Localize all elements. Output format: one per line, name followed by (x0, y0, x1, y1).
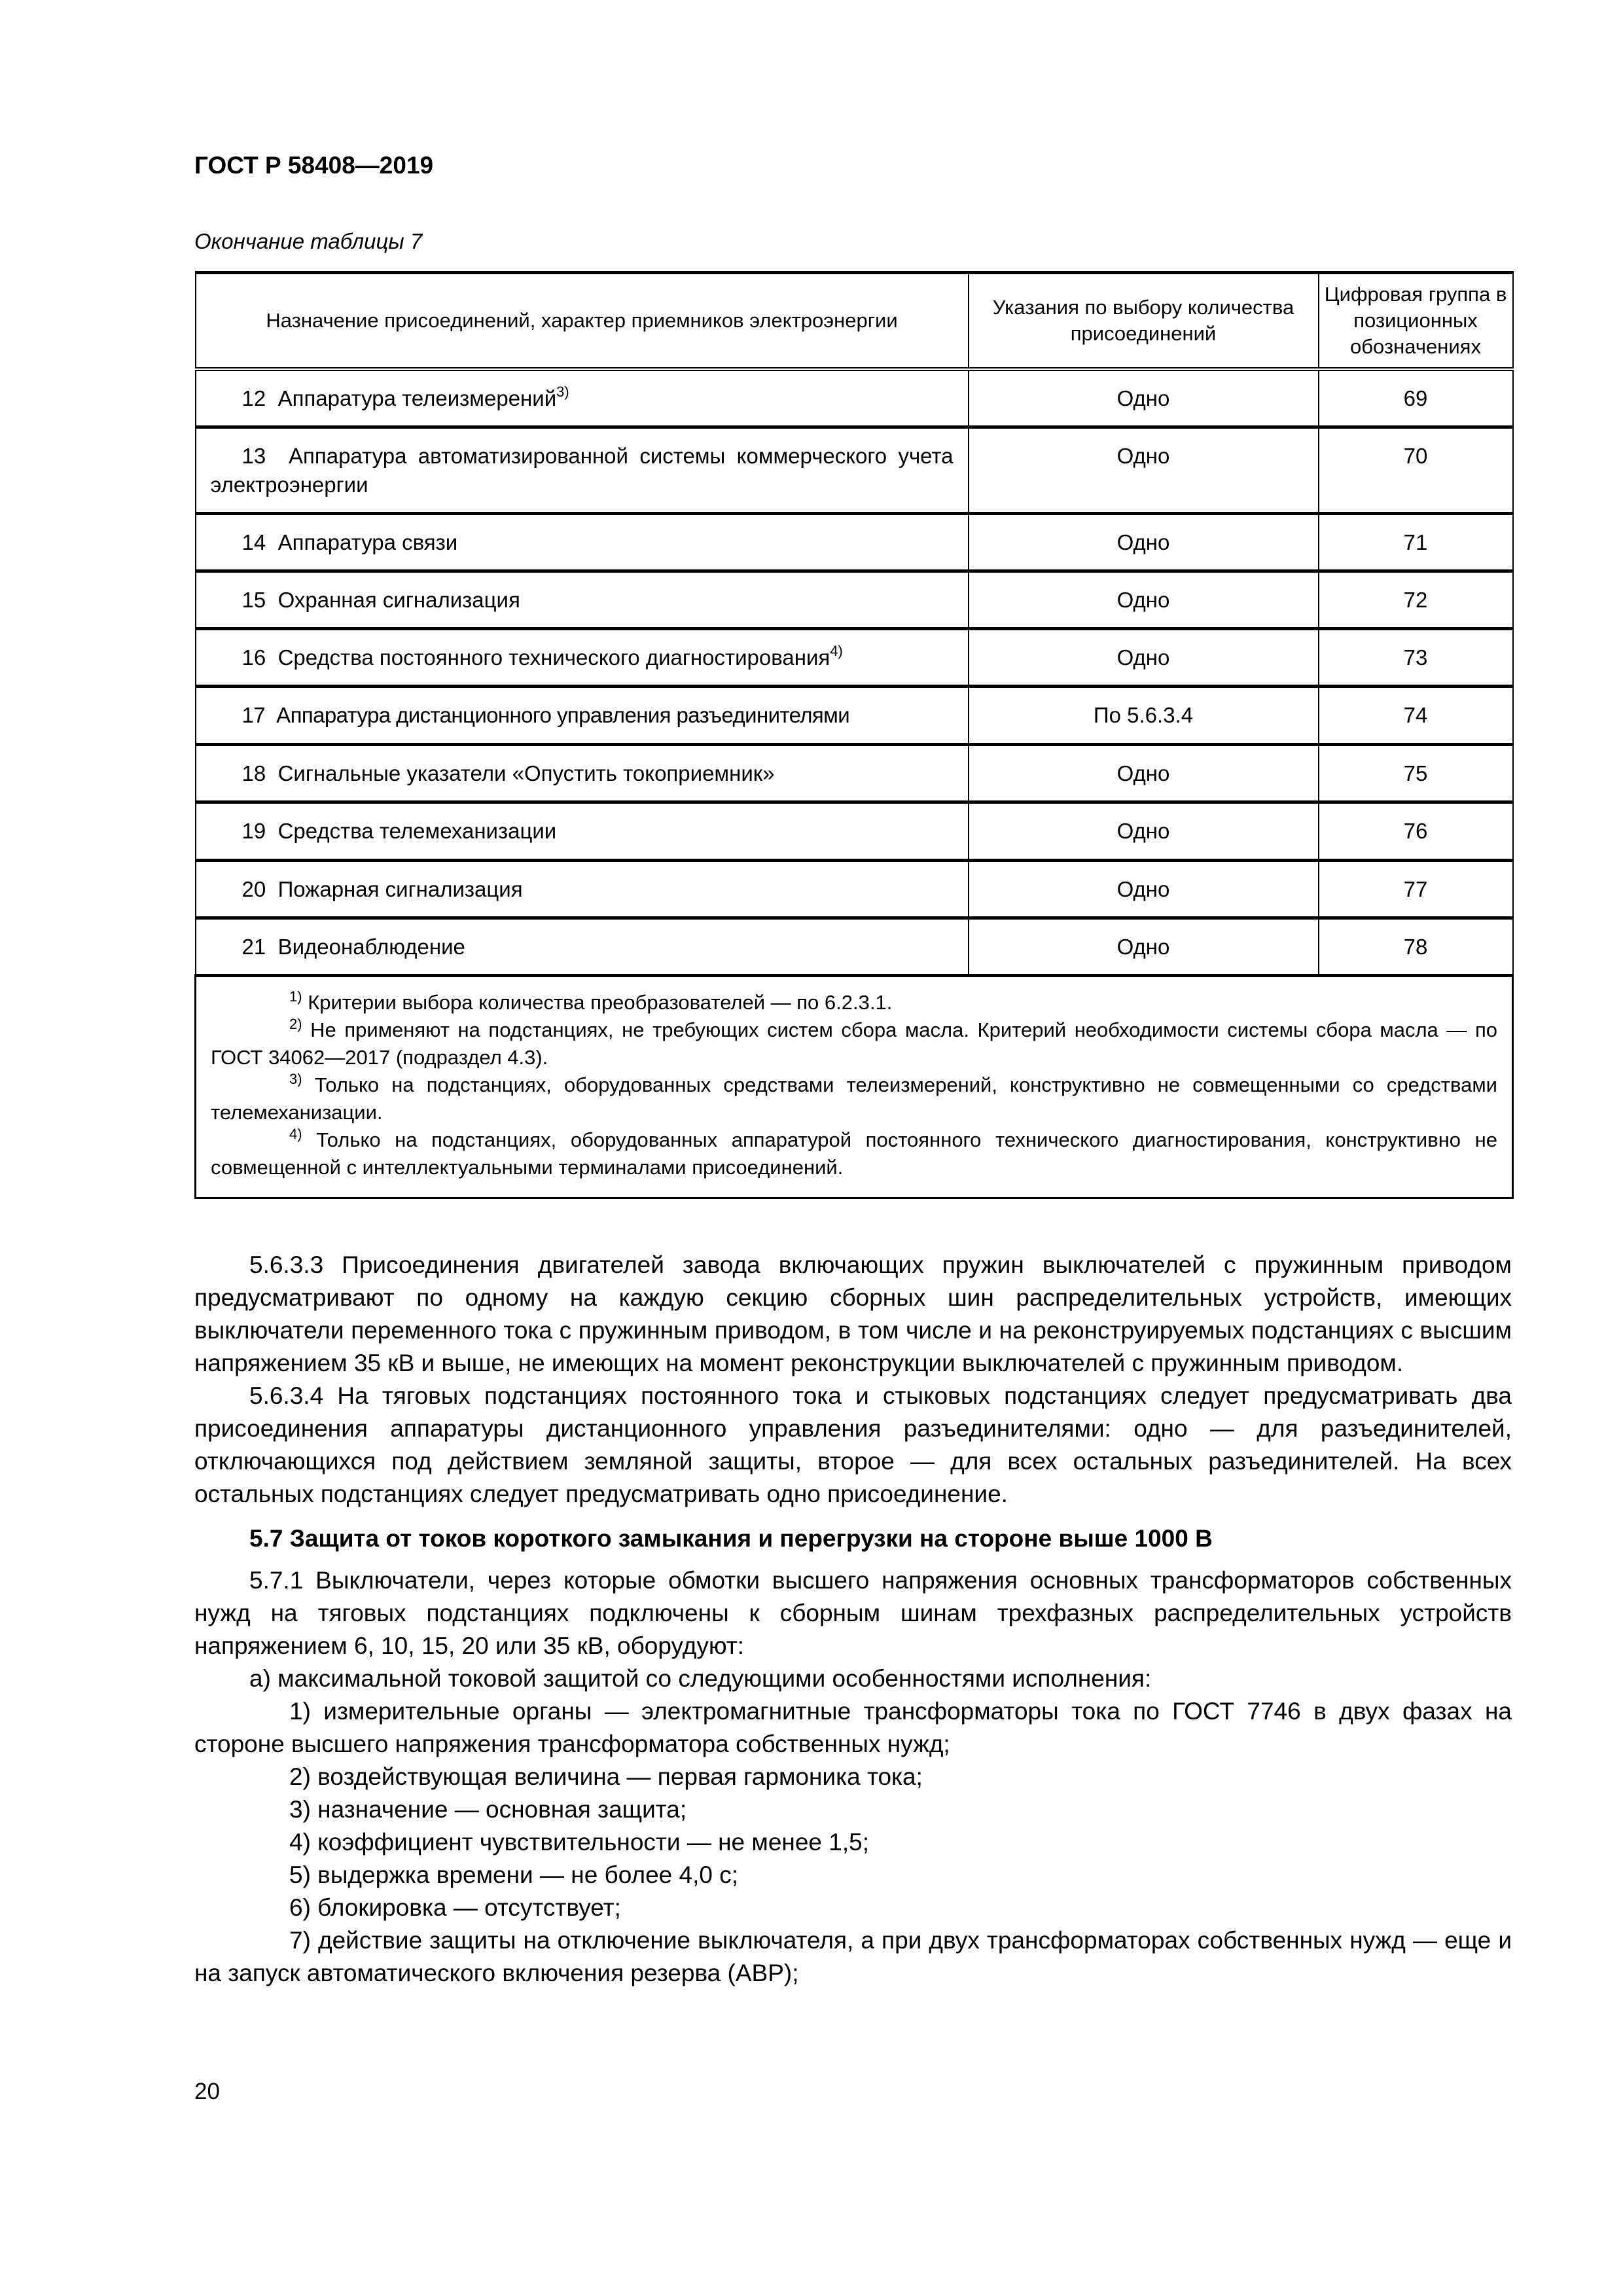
footnote-3 (211, 1071, 1497, 1126)
list-subitem-3: 3) назначение — основная защита; (289, 1796, 687, 1823)
row-label-cell (196, 427, 969, 513)
list-item-a: а) максимальной токовой защитой со следующими особенностями исполнения: (249, 1665, 1152, 1692)
row-label: Аппаратура дистанционного управления разъединителями (276, 702, 850, 727)
table-row (196, 744, 1513, 802)
row-label: Видеонаблюдение (277, 934, 465, 959)
row-number: 12 (241, 386, 266, 410)
row-group-cell: 69 (1319, 369, 1513, 427)
footnote-mark: 3) (289, 1070, 302, 1087)
row-label-cell (196, 369, 969, 427)
list-subitem-1: 1) измерительные органы — электромагнитные трансформаторы тока по ГОСТ 7746 в двух фазах на стороне высшего напряжения трансформатора собственных нужд; (194, 1698, 1512, 1757)
row-label-cell (196, 628, 969, 686)
table-row (196, 369, 1513, 427)
row-count-cell: По 5.6.3.4 (969, 686, 1319, 744)
row-number: 15 (241, 587, 266, 612)
row-count-cell: Одно (969, 860, 1319, 918)
table-row (196, 686, 1513, 744)
row-number: 18 (241, 761, 266, 785)
row-number: 20 (241, 876, 266, 901)
row-label: Пожарная сигнализация (277, 876, 523, 901)
row-group-cell: 77 (1319, 860, 1513, 918)
row-count-cell: Одно (969, 427, 1319, 513)
table-7 (194, 271, 1514, 1199)
column-header-purpose: Назначение присоединений, характер приемников электроэнергии (196, 273, 969, 370)
row-group-cell: 75 (1319, 744, 1513, 802)
section-heading-5-7: 5.7 Защита от токов короткого замыкания и перегрузки на стороне выше 1000 В (249, 1525, 1213, 1552)
table-row (196, 802, 1513, 860)
list-subitem-7: 7) действие защиты на отключение выключателя, а при двух трансформаторах собственных нужд — еще и на запуск автоматического включения резерва (АВР); (194, 1927, 1512, 1986)
table-row (196, 628, 1513, 686)
list-subitem-4: 4) коэффициент чувствительности — не менее 1,5; (289, 1829, 869, 1856)
footnote-2 (211, 1016, 1497, 1071)
row-group-cell: 72 (1319, 571, 1513, 628)
list-subitem-2: 2) воздействующая величина — первая гармоника тока; (289, 1763, 923, 1790)
table-footnotes-row (196, 975, 1513, 1198)
paragraph-5-6-3-4: 5.6.3.4 На тяговых подстанциях постоянного тока и стыковых подстанциях следует предусматривать два присоединения аппаратуры дистанционного управления разъединителями: одно — для разъединителей, отключающихся под действием земляной защиты, второе — для всех остальных разъединителей. На всех остальных подстанциях следует предусматривать одно присоединение. (194, 1382, 1512, 1507)
footnote-text: Критерии выбора количества преобразователей — по 6.2.3.1. (308, 990, 893, 1014)
paragraph-5-6-3-3: 5.6.3.3 Присоединения двигателей завода включающих пружин выключателей с пружинным приводом предусматривают по одному на каждую секцию сборных шин распределительных устройств, имеющих выключатели переменного тока с пружинным приводом, в том числе и на реконструируемых подстанциях с высшим напряжением 35 кВ и выше, не имеющих на момент реконструкции выключателей с пружинным приводом. (194, 1251, 1512, 1376)
row-count-cell: Одно (969, 628, 1319, 686)
row-label: Средства постоянного технического диагностирования (277, 645, 830, 670)
row-number: 17 (241, 702, 266, 727)
row-label-cell (196, 513, 969, 571)
row-label: Аппаратура автоматизированной системы коммерческого учета электроэнергии (210, 443, 954, 497)
row-count-cell: Одно (969, 369, 1319, 427)
footnote-text: Только на подстанциях, оборудованных средствами телеизмерений, конструктивно не совмещенными со средствами телемеханизации. (211, 1073, 1497, 1124)
row-label: Сигнальные указатели «Опустить токоприемник» (277, 761, 775, 785)
table-row (196, 427, 1513, 513)
footnote-mark: 4) (289, 1125, 302, 1142)
row-count-cell: Одно (969, 571, 1319, 628)
row-number: 16 (241, 645, 266, 670)
row-group-cell: 74 (1319, 686, 1513, 744)
row-label-cell (196, 571, 969, 628)
row-label: Аппаратура связи (277, 529, 458, 554)
document-code-header: ГОСТ Р 58408—2019 (194, 152, 434, 179)
table-row (196, 918, 1513, 975)
row-group-cell: 76 (1319, 802, 1513, 860)
row-group-cell: 70 (1319, 427, 1513, 513)
row-count-cell: Одно (969, 802, 1319, 860)
row-label: Аппаратура телеизмерений (277, 386, 557, 410)
row-number: 13 (241, 443, 266, 468)
row-count-cell: Одно (969, 744, 1319, 802)
row-group-cell: 71 (1319, 513, 1513, 571)
footnote-mark: 2) (289, 1015, 302, 1032)
list-subitem-5: 5) выдержка времени — не более 4,0 с; (289, 1861, 739, 1888)
row-label-cell (196, 918, 969, 975)
row-group-cell: 78 (1319, 918, 1513, 975)
row-number: 14 (241, 529, 266, 554)
column-header-digit-group: Цифровая группа в позиционных обозначениях (1319, 273, 1513, 370)
table-row (196, 860, 1513, 918)
paragraph-5-7-1: 5.7.1 Выключатели, через которые обмотки высшего напряжения основных трансформаторов собственных нужд на тяговых подстанциях подключены к сборным шинам трехфазных распределительных устройств напряжением 6, 10, 15, 20 или 35 кВ, оборудуют: (194, 1567, 1512, 1659)
row-label: Средства телемеханизации (277, 818, 557, 843)
table-caption: Окончание таблицы 7 (194, 229, 423, 253)
footnote-1 (211, 989, 1497, 1016)
table-row (196, 513, 1513, 571)
row-label-cell (196, 686, 969, 744)
footnote-text: Только на подстанциях, оборудованных аппаратурой постоянного технического диагностирования, конструктивно не совмещенной с интеллектуальными терминалами присоединений. (211, 1128, 1497, 1179)
footnote-mark: 1) (289, 988, 302, 1005)
row-number: 19 (241, 818, 266, 843)
row-group-cell: 73 (1319, 628, 1513, 686)
footnote-ref: 4) (830, 642, 843, 659)
row-number: 21 (241, 934, 266, 959)
footnote-text: Не применяют на подстанциях, не требующих систем сбора масла. Критерий необходимости системы сбора масла — по ГОСТ 34062—2017 (подраздел 4.3). (211, 1018, 1497, 1069)
row-count-cell: Одно (969, 513, 1319, 571)
body-text (194, 1249, 1512, 1990)
footnote-4 (211, 1126, 1497, 1181)
row-count-cell: Одно (969, 918, 1319, 975)
table-row (196, 571, 1513, 628)
column-header-count-guidance: Указания по выбору количества присоединений (969, 273, 1319, 370)
row-label-cell (196, 744, 969, 802)
table-footnotes (196, 975, 1513, 1198)
footnote-ref: 3) (556, 384, 569, 400)
table-header-row (196, 273, 1513, 370)
row-label: Охранная сигнализация (277, 587, 520, 612)
page-number: 20 (194, 2079, 220, 2104)
row-label-cell (196, 802, 969, 860)
list-subitem-6: 6) блокировка — отсутствует; (289, 1894, 621, 1921)
row-label-cell (196, 860, 969, 918)
